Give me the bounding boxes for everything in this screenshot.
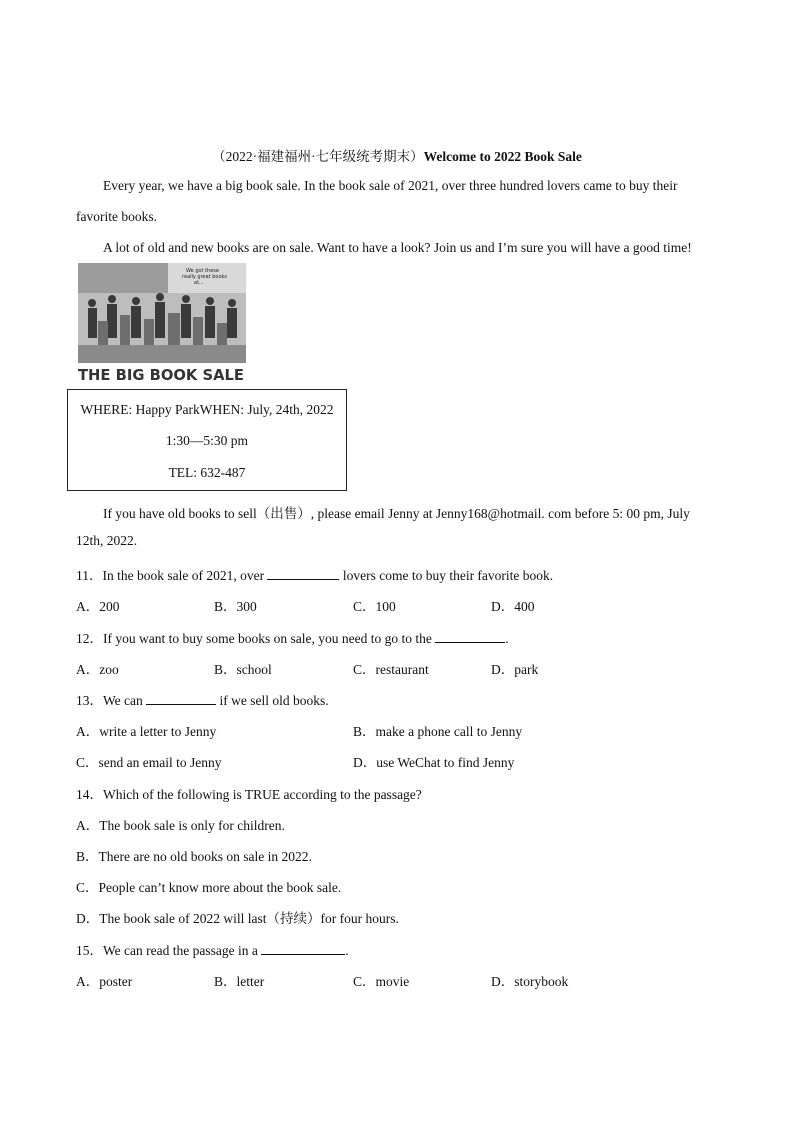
question-14-option-a[interactable]: A．The book sale is only for children. [76,818,285,833]
question-13-option-b[interactable]: B．make a phone call to Jenny [353,724,523,739]
question-13-text-after: if we sell old books. [216,693,329,708]
question-13-option-d[interactable]: D．use WeChat to find Jenny [353,755,515,770]
question-14-option-c[interactable]: C．People can’t know more about the book sale. [76,880,342,895]
question-12-option-d[interactable]: D．park [491,662,539,677]
passage-paragraph-3-line-1: If you have old books to sell（出售）, please email Jenny at Jenny168@hotmail. com before 5: 00 pm, July [103,506,690,521]
question-11-text-after: lovers come to buy their favorite book. [339,568,554,583]
question-11-option-c[interactable]: C．100 [353,599,396,614]
answer-blank-13[interactable] [146,692,216,705]
passage-paragraph-1-line-1: Every year, we have a big book sale. In the book sale of 2021, over three hundred lovers came to buy their [103,178,678,193]
passage-paragraph-2: A lot of old and new books are on sale. Want to have a look? Join us and I’m sure you will have a good time! [103,240,692,255]
page-title [0,145,794,165]
question-14-option-b[interactable]: B．There are no old books on sale in 2022. [76,849,312,864]
question-11-stem [76,564,553,584]
info-where-when: WHERE: Happy ParkWHEN: July, 24th, 2022 [80,402,334,417]
question-13-text-before: 13．We can [76,693,147,708]
title-source: （2022·福建福州·七年级统考期末） [212,149,424,164]
question-11-option-b[interactable]: B．300 [214,599,257,614]
question-15-option-c[interactable]: C．movie [353,974,410,989]
question-11-option-d[interactable]: D．400 [491,599,535,614]
info-time: 1:30—5:30 pm [165,433,249,448]
question-15-stem [76,939,349,959]
event-info-box [67,389,347,491]
question-14-option-d[interactable]: D．The book sale of 2022 will last（持续）for four hours. [76,911,399,926]
question-12-option-a[interactable]: A．zoo [76,662,119,677]
answer-blank-15[interactable] [261,942,345,955]
question-15-text-after: . [345,943,349,958]
question-12-stem [76,627,509,647]
book-sale-illustration [78,263,246,383]
question-13-stem [76,689,329,709]
answer-blank-11[interactable] [267,567,339,580]
question-12-option-b[interactable]: B．school [214,662,272,677]
question-15-text-before: 15．We can read the passage in a [76,943,262,958]
question-11-option-a[interactable]: A．200 [76,599,120,614]
info-telephone: TEL: 632-487 [168,465,246,480]
passage-paragraph-1-line-2: favorite books. [76,209,157,224]
question-12-text-after: . [505,631,509,646]
speech-bubble-text: We got these really great books at... [182,268,228,286]
title-heading: Welcome to 2022 Book Sale [423,149,582,164]
question-14-stem: 14．Which of the following is TRUE according to the passage? [76,787,422,802]
question-15-option-b[interactable]: B．letter [214,974,265,989]
question-12-option-c[interactable]: C．restaurant [353,662,429,677]
passage-paragraph-3-line-2: 12th, 2022. [76,533,138,548]
question-13-option-c[interactable]: C．send an email to Jenny [76,755,222,770]
question-11-text-before: 11．In the book sale of 2021, over [76,568,268,583]
big-book-sale-banner: THE BIG BOOK SALE [78,366,244,383]
answer-blank-12[interactable] [435,630,505,643]
question-12-text-before: 12．If you want to buy some books on sale, you need to go to the [76,631,436,646]
question-15-option-a[interactable]: A．poster [76,974,133,989]
question-15-option-d[interactable]: D．storybook [491,974,569,989]
question-13-option-a[interactable]: A．write a letter to Jenny [76,724,217,739]
